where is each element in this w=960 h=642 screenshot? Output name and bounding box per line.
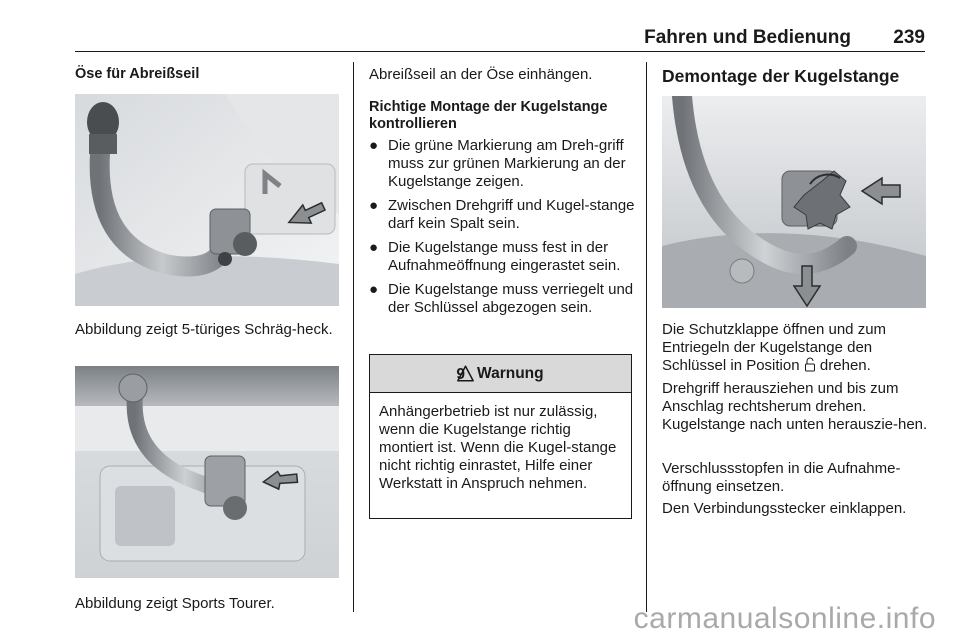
header-title: Fahren und Bedienung [644, 27, 851, 48]
section-heading-tow-eye: Öse für Abreißseil [75, 66, 200, 82]
list-item: ● Die Kugelstange muss verriegelt und der Schlüssel abgezogen sein. [369, 281, 634, 316]
figure-tow-ball-sports-tourer [75, 366, 339, 578]
page-header [75, 24, 925, 52]
caption-hatchback: Abbildung zeigt 5-türiges Schräg-heck. [75, 321, 333, 338]
illustration-removal [662, 96, 926, 308]
column-divider-right [646, 62, 647, 612]
figure-tow-ball-hatchback [75, 94, 339, 306]
warning-box [369, 354, 632, 519]
paragraph-fold-connector: Den Verbindungsstecker einklappen. [662, 500, 907, 517]
intro-text: Abreißseil an der Öse einhängen. [369, 66, 593, 83]
bullet-icon: ● [369, 239, 379, 256]
checklist [369, 137, 639, 323]
bullet-icon: ● [369, 197, 379, 214]
warning-text: Anhängerbetrieb ist nur zulässig, wenn die Kugelstange richtig montiert ist. Wenn die Kugel-stange nicht richtig einrastet, Hilfe einer Werkstatt in Anspruch nehmen. [379, 403, 617, 492]
warning-icon-number: 9 [456, 365, 466, 383]
unlocked-padlock-icon [804, 357, 816, 372]
paragraph-pull-handle: Drehgriff herausziehen und bis zum Anschlag rechtsherum drehen. Kugelstange nach unten herauszie-hen. [662, 380, 928, 433]
list-item: ● Die Kugelstange muss fest in der Aufnahmeöffnung eingerastet sein. [369, 239, 621, 274]
illustration-tow-ball-sports-tourer [75, 366, 339, 578]
bullet-icon: ● [369, 137, 379, 154]
list-item: ● Die grüne Markierung am Dreh-griff muss zur grünen Markierung an der Kugelstange zeigen. [369, 137, 626, 190]
caption-sports-tourer: Abbildung zeigt Sports Tourer. [75, 595, 275, 612]
page-number: 239 [893, 27, 925, 48]
warning-title: Warnung [477, 364, 544, 382]
paragraph-open-flap: Die Schutzklappe öffnen und zum Entriegeln der Kugelstange den Schlüssel in Position drehen. [662, 321, 887, 374]
illustration-tow-ball-hatchback [75, 94, 339, 306]
list-item: ● Zwischen Drehgriff und Kugel-stange darf kein Spalt sein. [369, 197, 635, 232]
paragraph-insert-plug: Verschlussstopfen in die Aufnahme-öffnung einsetzen. [662, 460, 901, 495]
watermark: carmanualsonline.info [633, 602, 936, 635]
column-divider-left [353, 62, 354, 612]
section-heading-removal: Demontage der Kugelstange [662, 66, 900, 86]
figure-removal [662, 96, 926, 308]
bullet-icon: ● [369, 281, 379, 298]
warning-header [370, 355, 631, 393]
subheading-check-mounting: Richtige Montage der Kugelstange kontrollieren [369, 99, 608, 132]
